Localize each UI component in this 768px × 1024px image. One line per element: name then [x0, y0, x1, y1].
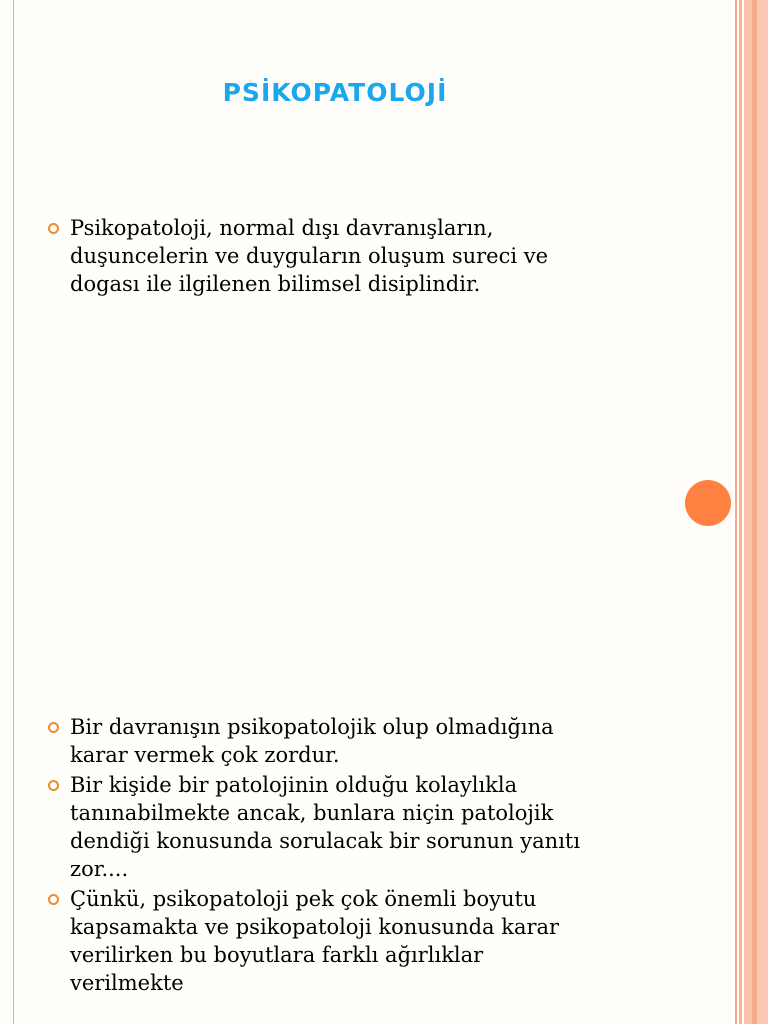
bullet-ring-icon [48, 780, 59, 791]
slide-title: PSİKOPATOLOJİ [222, 78, 448, 107]
bullet-list-bottom [46, 713, 656, 999]
bullet-line: dendiği konusunda sorulacak bir sorunun yanıtı [70, 829, 581, 853]
accent-circle-icon [685, 480, 731, 526]
bullet-line: Psikopatoloji, normal dışı davranışların, [70, 216, 494, 240]
right-stripe [744, 0, 752, 1024]
bullet-line: verilirken bu boyutlara farklı ağırlıklar [70, 943, 484, 967]
bullet-list-top [46, 214, 656, 300]
bullet-line: kapsamakta ve psikopatoloji konusunda karar [70, 915, 560, 939]
bullet-line: Bir kişide bir patolojinin olduğu kolaylıkla [70, 773, 518, 797]
bullet-line: duşuncelerin ve duyguların oluşum sureci ve [70, 244, 549, 268]
right-stripe [739, 0, 742, 1024]
bullet-ring-icon [48, 894, 59, 905]
bullet-line: karar vermek çok zordur. [70, 743, 340, 767]
bullet-item [46, 885, 656, 997]
left-border-line [13, 0, 14, 1024]
bullet-item [46, 771, 656, 883]
bullet-item [46, 713, 656, 769]
bullet-line: zor.... [70, 857, 129, 881]
bullet-line: verilmekte [70, 971, 184, 995]
bullet-item [46, 214, 656, 298]
right-stripe [735, 0, 737, 1024]
right-stripe [757, 0, 768, 1024]
bullet-ring-icon [48, 223, 59, 234]
bullet-line: tanınabilmekte ancak, bunlara niçin patolojik [70, 801, 554, 825]
bullet-line: Bir davranışın psikopatolojik olup olmadığına [70, 715, 554, 739]
bullet-line: dogası ile ilgilenen bilimsel disiplindir. [70, 272, 481, 296]
bullet-line: Çünkü, psikopatoloji pek çok önemli boyutu [70, 887, 537, 911]
bullet-ring-icon [48, 722, 59, 733]
